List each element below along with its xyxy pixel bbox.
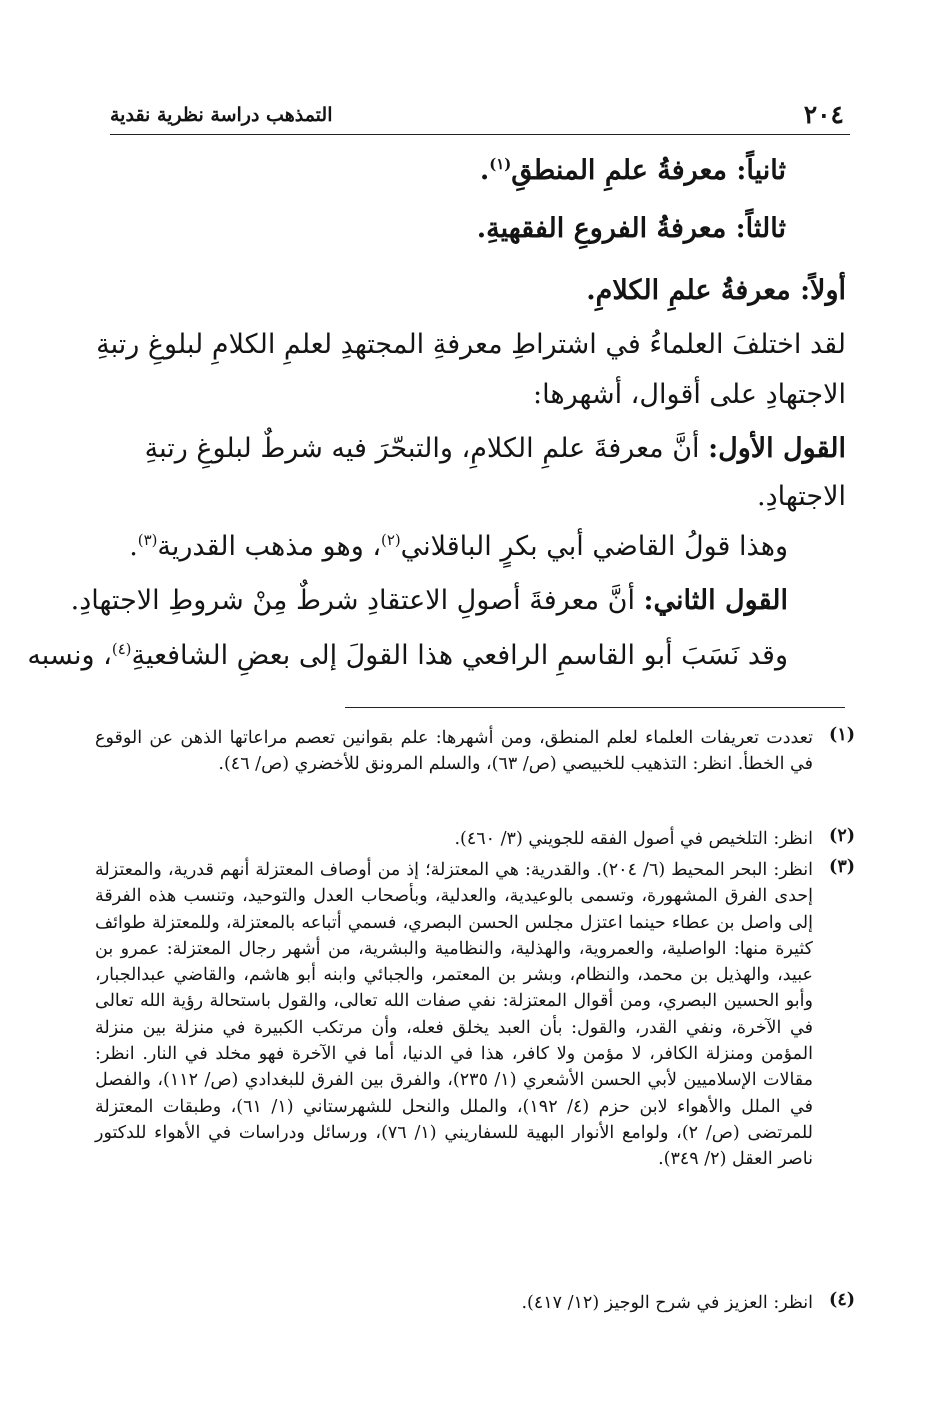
attribution-line <box>88 531 788 562</box>
attribution-text: وقد نَسَبَ أبو القاسمِ الرافعي هذا القولَ إلى بعضِ الشافعيةِ <box>131 640 788 671</box>
page-header <box>110 98 850 135</box>
footnote-1 <box>95 725 855 817</box>
opinion-text: أنَّ معرفةَ علمِ الكلامِ، والتبحّرَ فيه شرطٌ لبلوغِ رتبةِ <box>144 433 700 464</box>
running-title: التمذهب دراسة نظرية نقدية <box>110 104 333 126</box>
footnote-4 <box>95 1290 855 1318</box>
paragraph-line: لقد اختلفَ العلماءُ في اشتراطِ معرفةِ المجتهدِ لعلمِ الكلامِ لبلوغِ رتبةِ <box>96 329 846 360</box>
footnote-number: (٢) <box>829 826 855 846</box>
attribution-line <box>27 640 788 671</box>
second-opinion-line <box>70 585 788 616</box>
item-logic <box>186 155 786 186</box>
punctuation: . <box>479 155 490 186</box>
opinion-label: القول الأول: <box>708 433 846 464</box>
item-logic-text: ثانياً: معرفةُ علمِ المنطقِ <box>511 155 786 186</box>
section-heading: أولاً: معرفةُ علمِ الكلامِ. <box>586 275 846 306</box>
footnote-3 <box>95 857 855 1287</box>
footnote-2 <box>95 826 855 854</box>
footnote-number: (١) <box>829 725 855 745</box>
item-branches: ثالثاً: معرفةُ الفروعِ الفقهيةِ. <box>476 213 786 244</box>
footnote-ref[interactable]: (٣) <box>137 531 158 549</box>
first-opinion-line <box>86 433 846 464</box>
opinion-text: أنَّ معرفةَ أصولِ الاعتقادِ شرطٌ مِنْ شروطِ الاجتهادِ. <box>70 585 635 616</box>
footnote-text: انظر: التلخيص في أصول الفقه للجويني (٣/ ٤٦٠). <box>454 829 813 849</box>
footnote-number: (٣) <box>829 857 855 877</box>
footnote-ref[interactable]: (٢) <box>381 531 401 549</box>
paragraph-line: الاجتهادِ. <box>756 481 846 512</box>
punctuation: . <box>129 531 138 562</box>
attribution-text: ، ونسبه <box>27 640 112 671</box>
footnote-separator <box>345 707 845 708</box>
paragraph-line: الاجتهادِ على أقوال، أشهرها: <box>533 379 846 410</box>
opinion-label: القول الثاني: <box>643 585 788 616</box>
footnote-text: انظر: العزيز في شرح الوجيز (١٢/ ٤١٧). <box>521 1293 813 1313</box>
footnote-ref[interactable]: (٤) <box>111 640 132 658</box>
page-number: ٢٠٤ <box>803 100 844 129</box>
footnote-number: (٤) <box>829 1290 855 1310</box>
attribution-text: ، وهو مذهب القدرية <box>157 531 382 562</box>
footnote-ref[interactable]: (١) <box>489 155 512 173</box>
attribution-text: وهذا قولُ القاضي أبي بكرٍ الباقلاني <box>400 531 788 562</box>
footnote-text: انظر: البحر المحيط (٦/ ٢٠٤). والقدرية: هي المعتزلة؛ إذ من أوصاف المعتزلة أنهم قدرية، والمعتزلة إحدى الفرق المشهورة، وتسمى بالوعيدية، والعدلية، وبأصحاب العدل والتوحيد، وتنسب هذه الفرقة إلى واصل بن عطاء حينما اعتزل مجلس الحسن البصري، فسمي أتباعه بالمعتزلة، وللمعتزلة طوائف كثيرة منها: الواصلية، والعمروية، والهذلية، والنظامية والبشرية، من أشهر رجال المعتزلة: عمرو بن عبيد، والهذيل بن محمد، والنظام، وبشر بن المعتمر، والجبائي وابنه أبو هاشم، والقاضي عبدالجبار، وأبو الحسين البصري، ومن أقوال المعتزلة: نفي صفات الله تعالى، والقول باستحالة رؤية الله تعالى في الآخرة، ونفي القدر، والقول: بأن العبد يخلق فعله، وأن مرتكب الكبيرة في منزلة بين منزلة المؤمن ومنزلة الكافر، لا مؤمن ولا كافر، هذا في الدنيا، أما في الآخرة فهو مخلد في النار. انظر: مقالات الإسلاميين لأبي الحسن الأشعري (١/ ٢٣٥)، والفرق بين الفرق للبغدادي (ص/ ١١٢)، والفصل في الملل والأهواء لابن حزم (٤/ ١٩٢)، والملل والنحل للشهرستاني (١/ ٦١)، وطبقات المعتزلة للمرتضى (ص/ ٢)، ولوامع الأنوار البهية للسفاريني (١/ ٧٦)، ورسائل ودراسات في الأهواء للدكتور ناصر العقل (٢/ ٣٤٩). <box>95 860 814 1170</box>
footnote-text: تعددت تعريفات العلماء لعلم المنطق، ومن أشهرها: علم بقوانين تعصم مراعاتها الذهن عن الوقوع في الخطأ. انظر: التذهيب للخبيصي (ص/ ٦٣)، والسلم المرونق للأخضري (ص/ ٤٦). <box>95 728 813 775</box>
